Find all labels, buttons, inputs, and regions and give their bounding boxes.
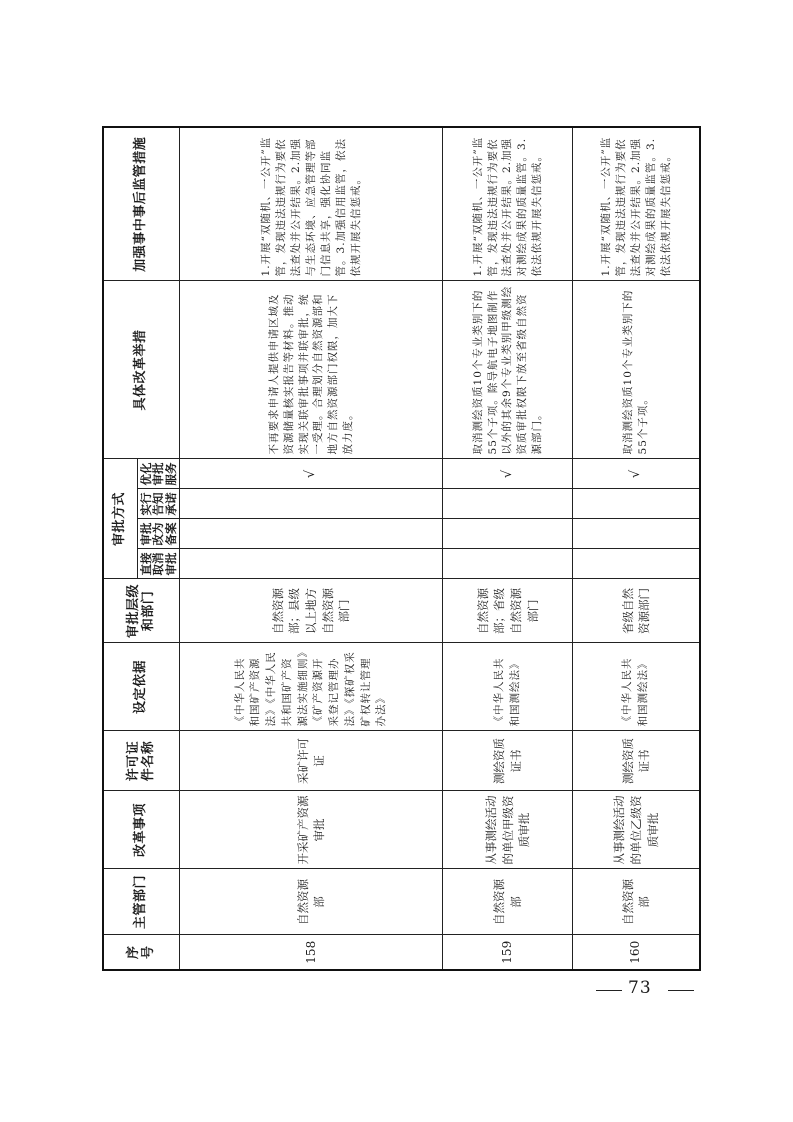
table-row bbox=[443, 127, 573, 970]
cell-method-filing bbox=[573, 519, 700, 549]
footer-dash-right bbox=[668, 990, 694, 991]
cell-method-notify bbox=[180, 489, 443, 519]
header-license: 许可证件名称 bbox=[103, 731, 180, 791]
table-row bbox=[573, 127, 700, 970]
cell-item: 从事测绘活动的单位甲级资质审批 bbox=[443, 791, 573, 869]
cell-method-cancel bbox=[180, 549, 443, 579]
cell-level: 自然资源部；县级以上地方自然资源部门 bbox=[180, 579, 443, 643]
cell-method-notify bbox=[573, 489, 700, 519]
page-footer bbox=[560, 978, 720, 1002]
cell-item: 从事测绘活动的单位乙级资质审批 bbox=[573, 791, 700, 869]
rotated-content bbox=[102, 128, 694, 971]
check-mark-icon: √ bbox=[627, 469, 643, 479]
cell-level: 省级自然资源部门 bbox=[573, 579, 700, 643]
cell-basis: 《中华人民共和国测绘法》 bbox=[443, 643, 573, 731]
check-mark-icon: √ bbox=[499, 469, 515, 479]
reform-items-table bbox=[102, 126, 701, 971]
cell-measures: 不再要求申请人提供申请区域及资源储量核实报告等材料。推动实现关联审批事项并联审批，统一受理。合理划分自然资源部和地方自然资源部门权限，加大下放力度。 bbox=[180, 281, 443, 459]
header-seq: 序号 bbox=[103, 935, 180, 970]
cell-supervision: 1.开展“双随机、一公开”监管，发现违法违规行为要依法查处并公开结果。2.加强对测绘成果的质量监管。3.依法依规开展失信惩戒。 bbox=[443, 127, 573, 281]
cell-method-filing bbox=[443, 519, 573, 549]
cell-basis: 《中华人民共和国测绘法》 bbox=[573, 643, 700, 731]
header-dept: 主管部门 bbox=[103, 869, 180, 935]
cell-item: 开采矿产资源审批 bbox=[180, 791, 443, 869]
cell-measures: 取消测绘资质10个专业类别下的55个子项。除导航电子地图制作以外的其余9个专业类别甲级测绘资质审批权限下放至省级自然资源部门。 bbox=[443, 281, 573, 459]
cell-method-cancel bbox=[573, 549, 700, 579]
header-row bbox=[103, 127, 137, 970]
cell-supervision: 1.开展“双随机、一公开”监管，发现违法违规行为要依法查处并公开结果。2.加强对测绘成果的质量监管。3.依法依规开展失信惩戒。 bbox=[573, 127, 700, 281]
cell-dept: 自然资源部 bbox=[443, 869, 573, 935]
header-measures: 具体改革举措 bbox=[103, 281, 180, 459]
rotated-table-page bbox=[102, 128, 694, 971]
cell-seq: 158 bbox=[180, 935, 443, 970]
table-row bbox=[180, 127, 443, 970]
cell-method-cancel bbox=[443, 549, 573, 579]
cell-supervision: 1.开展“双随机、一公开”监管，发现违法违规行为要依法查处并公开结果。2.加强与生态环境、应急管理等部门信息共享，强化协同监管。3.加强信用监管，依法依规开展失信惩戒。 bbox=[180, 127, 443, 281]
footer-dash-left bbox=[596, 990, 622, 991]
cell-license: 测绘资质证书 bbox=[573, 731, 700, 791]
cell-method-optimize bbox=[573, 459, 700, 489]
header-supervision: 加强事中事后监管措施 bbox=[103, 127, 180, 281]
cell-license: 采矿许可证 bbox=[180, 731, 443, 791]
header-level: 审批层级和部门 bbox=[103, 579, 180, 643]
header-method-optimize: 优化审批服务 bbox=[137, 459, 180, 489]
header-method-filing: 审批改为备案 bbox=[137, 519, 180, 549]
header-method: 审批方式 bbox=[103, 459, 137, 579]
header-item: 改革事项 bbox=[103, 791, 180, 869]
cell-method-optimize bbox=[180, 459, 443, 489]
check-mark-icon: √ bbox=[303, 469, 318, 479]
cell-method-optimize bbox=[443, 459, 573, 489]
cell-method-notify bbox=[443, 489, 573, 519]
cell-dept: 自然资源部 bbox=[573, 869, 700, 935]
cell-method-filing bbox=[180, 519, 443, 549]
cell-basis: 《中华人民共和国矿产资源法》《中华人民共和国矿产资源法实施细则》《矿产资源开采登记管理办法》《探矿权采矿权转让管理办法》 bbox=[180, 643, 443, 731]
header-method-notify: 实行告知承诺 bbox=[137, 489, 180, 519]
cell-seq: 159 bbox=[443, 935, 573, 970]
header-method-cancel: 直接取消审批 bbox=[137, 549, 180, 579]
page-number: 73 bbox=[628, 978, 652, 998]
cell-license: 测绘资质证书 bbox=[443, 731, 573, 791]
cell-measures: 取消测绘资质10个专业类别下的55个子项。 bbox=[573, 281, 700, 459]
cell-level: 自然资源部；省级自然资源部门 bbox=[443, 579, 573, 643]
header-basis: 设定依据 bbox=[103, 643, 180, 731]
cell-dept: 自然资源部 bbox=[180, 869, 443, 935]
cell-seq: 160 bbox=[573, 935, 700, 970]
